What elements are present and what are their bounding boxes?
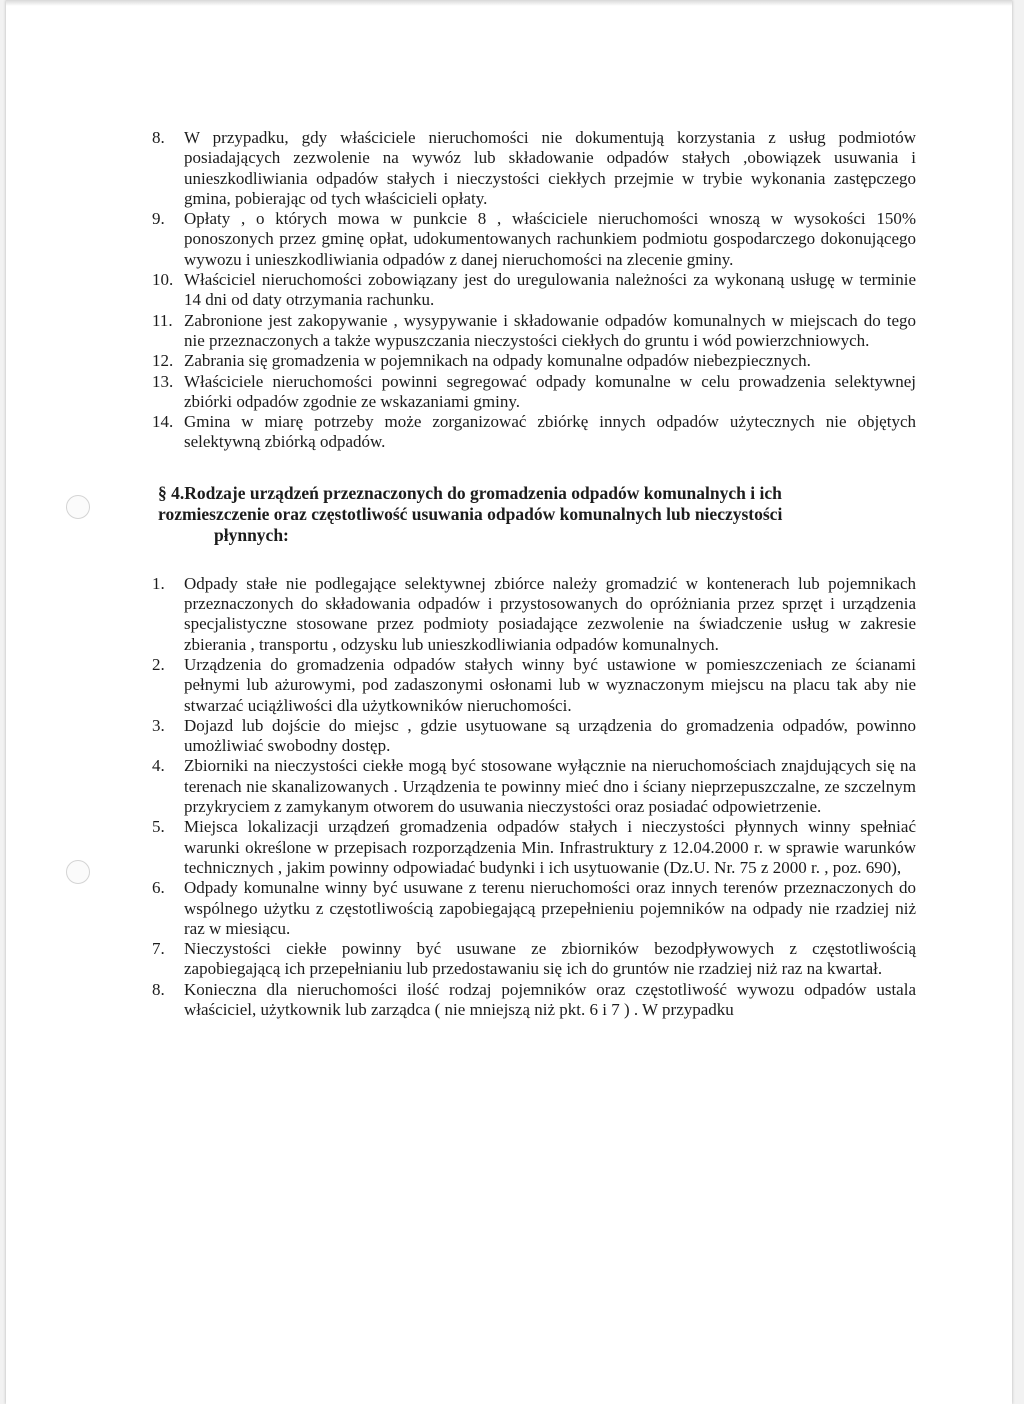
list-item [152,209,916,270]
section-heading-line-2: rozmieszczenie oraz częstotliwość usuwania odpadów komunalnych lub nieczystości [158,503,783,524]
item-text: Konieczna dla nieruchomości ilość rodzaj pojemników oraz częstotliwość wywozu odpadów ustala właściciel, użytkownik lub zarządca ( nie mniejszą niż pkt. 6 i 7 ) . W przypadku [184,979,916,1019]
item-text: Opłaty , o których mowa w punkcie 8 , właściciele nieruchomości wnoszą w wysokości 150% ponoszonych przez gminę opłat, udokumentowanych rachunkiem podmiotu gospodarczego dokonującego wywozu i unieszkodliwiania odpadów z danej nieruchomości na zlecenie gminy. [184,209,916,269]
punch-hole-top [66,495,90,519]
item-text: Gmina w miarę potrzeby może zorganizować zbiórkę innych odpadów użytecznych nie objętych selektywną zbiórką odpadów. [184,412,916,452]
section-heading-line-3: płynnych: [214,524,289,545]
item-number: 3. [152,715,165,735]
document-content [152,128,916,1020]
item-text: Urządzenia do gromadzenia odpadów stałych winny być ustawione w pomieszczeniach ze ścianami pełnymi lub ażurowymi, pod zadaszonymi osłonami lub w wyznaczonym miejscu na placu tak aby nie stwarzać uciążliwości dla użytkowników nieruchomości. [184,654,916,715]
item-text: Miejsca lokalizacji urządzeń gromadzenia odpadów stałych i nieczystości płynnych winny spełniać warunki określone w przepisach rozporządzenia Min. Infrastruktury z 12.04.2000 r. w sprawie warunków technicznych , jakim powinny odpowiadać budynki i ich usytuowanie (Dz.U. Nr. 75 z 2000 r. , poz. 690), [184,817,916,877]
item-text: Zabrania się gromadzenia w pojemnikach na odpady komunalne odpadów niebezpiecznych. [184,351,811,371]
document-page [6,0,1012,1404]
item-number: 2. [152,654,165,674]
item-text: Dojazd lub dojście do miejsc , gdzie usytuowane są urządzenia do gromadzenia odpadów, powinno umożliwiać swobodny dostęp. [184,715,916,756]
item-number: 8. [152,128,165,147]
list-item [152,817,916,878]
section-4-list [152,574,916,1021]
regulation-list-continued [152,128,916,453]
list-item [152,311,916,352]
item-number: 14. [152,412,174,432]
punch-hole-bottom [66,860,90,884]
list-item [152,372,916,413]
list-item [152,716,916,757]
item-text: Właściciel nieruchomości zobowiązany jest do uregulowania należności za wykonaną usługę w terminie 14 dni od daty otrzymania rachunku. [184,270,916,310]
list-item [152,980,916,1021]
section-heading-line-1: § 4.Rodzaje urządzeń przeznaczonych do gromadzenia odpadów komunalnych i ich [158,482,782,503]
item-text: Odpady komunalne winny być usuwane z terenu nieruchomości oraz innych terenów przeznaczonych do wspólnego użytku z częstotliwością zapobiegającą przepełnieniu pojemników na odpady nie rzadziej niż raz w miesiącu. [184,878,916,938]
item-number: 8. [152,979,165,999]
section-heading [152,483,916,546]
item-text: Odpady stałe nie podlegające selektywnej zbiórce należy gromadzić w kontenerach lub pojemnikach przeznaczonych do składowania odpadów i przystosowanych do opróżniania przez sprzęt i urządzenia specjalistyczne stosowane przez podmioty posiadające zezwolenie na świadczenie usług w zakresie zbierania , transportu , odzysku lub unieszkodliwiania odpadów komunalnych. [184,573,916,654]
list-item [152,878,916,939]
list-item [152,756,916,817]
list-item [152,270,916,311]
list-item [152,351,916,371]
item-number: 13. [152,371,174,391]
list-item [152,412,916,453]
item-number: 10. [152,270,174,290]
item-number: 12. [152,351,174,371]
item-number: 5. [152,817,165,837]
item-text: Nieczystości ciekłe powinny być usuwane ze zbiorników bezodpływowych z częstotliwością zapobiegającą ich przepełnianiu lub przedostawaniu się ich do gruntów nie rzadziej niż raz na kwartał. [184,939,916,979]
list-item [152,655,916,716]
list-item [152,574,916,655]
list-item [152,128,916,209]
item-text: Zbiorniki na nieczystości ciekłe mogą być stosowane wyłącznie na nieruchomościach znajdujących się na terenach nie skanalizowanych . Urządzenia te powinny mieć dno i ściany nieprzepuszczalne, ze szczelnym przykryciem z zamykanym otworem do usuwania nieczystości oraz posiadać odpowietrzenie. [184,756,916,817]
scan-top-edge [6,0,1012,6]
item-number: 4. [152,756,165,776]
item-text: W przypadku, gdy właściciele nieruchomości nie dokumentują korzystania z usług podmiotów posiadających zezwolenie na wywóz lub składowanie odpadów stałych ,obowiązek usuwania i unieszkodliwiania odpadów stałych i nieczystości ciekłych przejmie w trybie wykonania zastępczego gmina, pobierając od tych właścicieli opłaty. [184,128,916,208]
item-number: 7. [152,939,165,959]
item-number: 6. [152,878,165,898]
list-item [152,939,916,980]
item-number: 9. [152,209,165,229]
item-text: Właściciele nieruchomości powinni segregować odpady komunalne w celu prowadzenia selektywnej zbiórki odpadów zgodnie ze wskazaniami gminy. [184,371,916,411]
item-text: Zabronione jest zakopywanie , wysypywanie i składowanie odpadów komunalnych w miejscach do tego nie przeznaczonych a także wypuszczania nieczystości ciekłych do gruntu i wód powierzchniowych. [184,310,916,350]
item-number: 11. [152,310,173,330]
item-number: 1. [152,573,165,593]
